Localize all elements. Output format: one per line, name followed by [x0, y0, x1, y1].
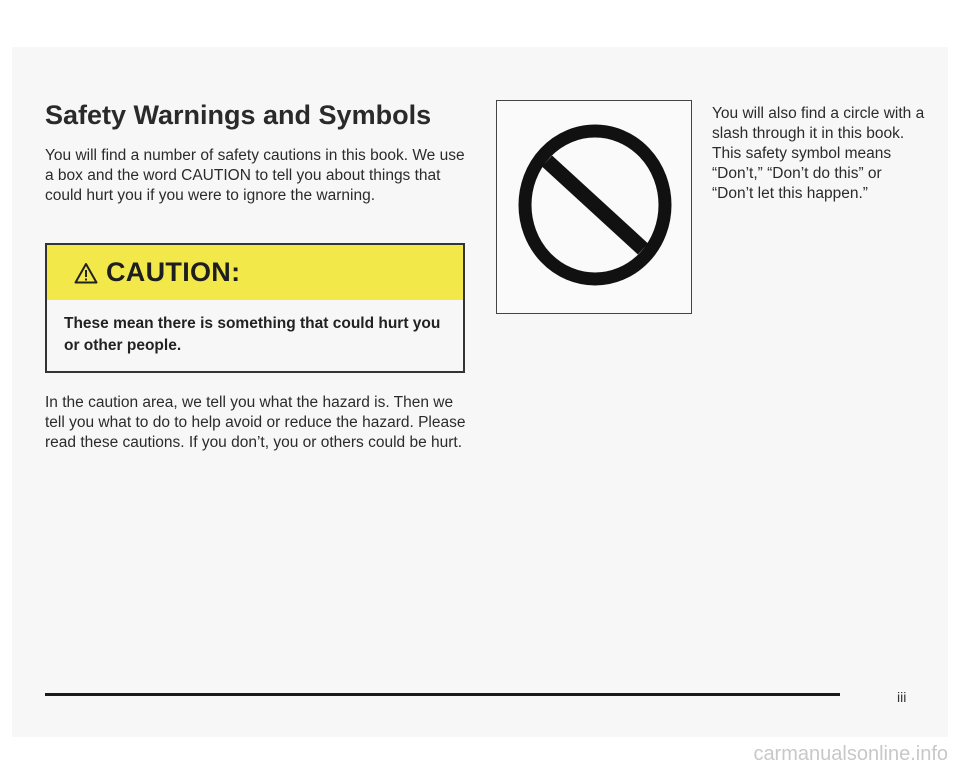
caution-label: CAUTION: [106, 257, 241, 287]
circle-slash-paragraph: You will also find a circle with a slash through it in this book. This safety symbol means “Don’t,” “Don’t do this” or “Don’t let this happen.” [712, 105, 925, 202]
warning-triangle-icon [74, 262, 98, 284]
caution-box [45, 243, 465, 373]
watermark: carmanualsonline.info [753, 743, 948, 765]
page-number: iii [897, 689, 907, 705]
symbol-frame [496, 100, 692, 314]
prohibition-circle-slash-icon [517, 123, 673, 287]
footer-rule [45, 693, 840, 696]
caution-text: These mean there is something that could hurt you or other people. [64, 315, 441, 354]
caution-banner [47, 245, 463, 300]
hazard-paragraph: In the caution area, we tell you what the hazard is. Then we tell you what to do to help avoid or reduce the hazard. Please read these cautions. If you don’t, you or others could be hurt. [45, 394, 466, 451]
intro-paragraph: You will find a number of safety cautions in this book. We use a box and the word CAUTION to tell you about things that could hurt you if you were to ignore the warning. [45, 147, 465, 204]
page-heading: Safety Warnings and Symbols [45, 100, 432, 130]
